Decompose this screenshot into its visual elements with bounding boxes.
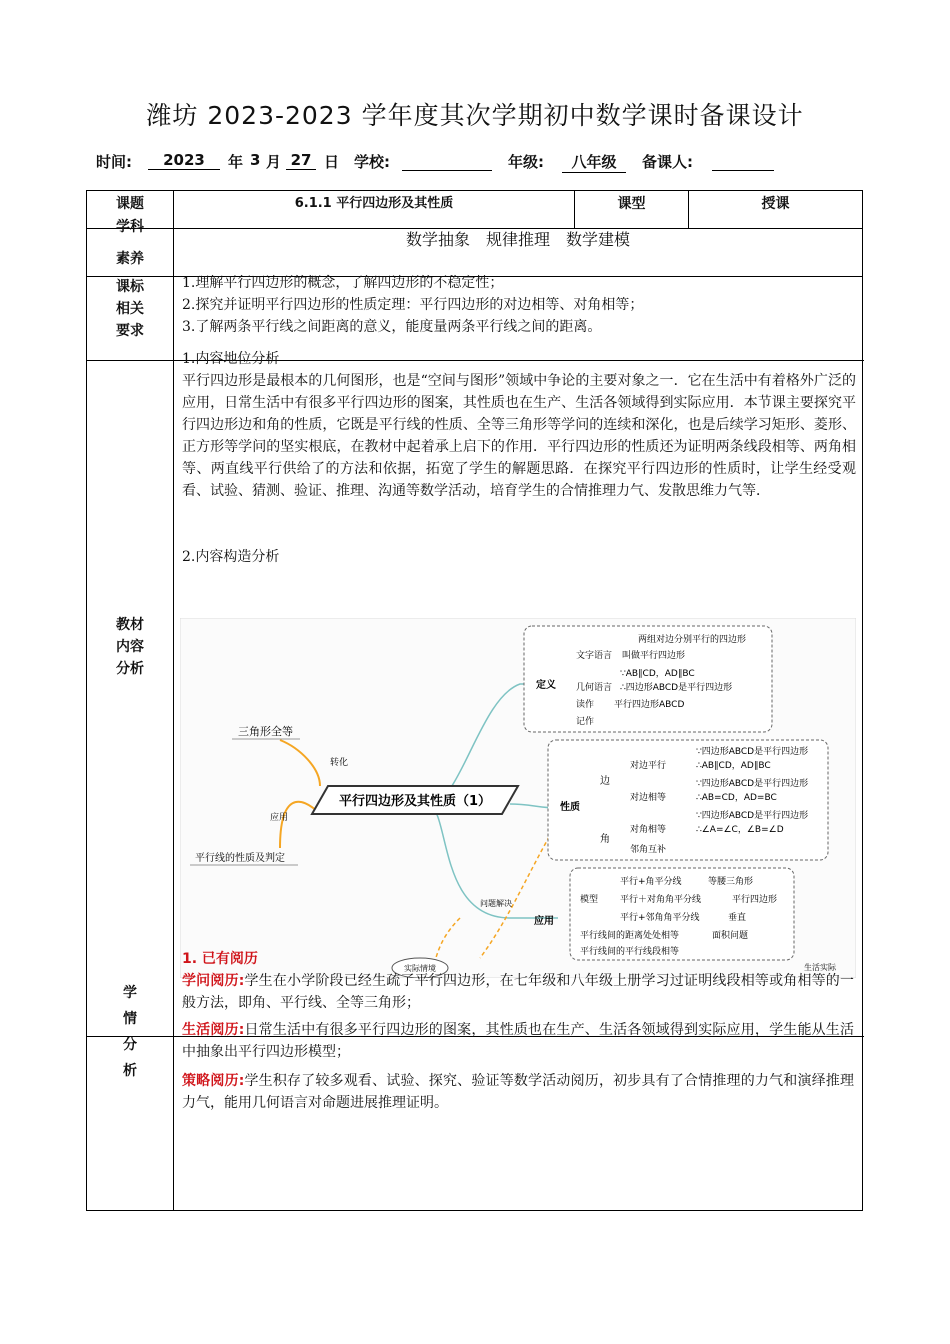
school-blank bbox=[402, 170, 492, 171]
mind-map-node: 对边平行 bbox=[630, 761, 667, 771]
mind-map-node: 角 bbox=[600, 834, 610, 845]
mind-map-node: 平行线的性质及判定 bbox=[195, 853, 285, 864]
standard-item: 1.理解平行四边形的概念，了解四边形的不稳定性； bbox=[182, 275, 504, 291]
strategy-label: 策略阅历: bbox=[182, 1073, 245, 1089]
school-label: 学校: bbox=[354, 153, 390, 171]
mind-map-node: 平行+邻角角平分线 bbox=[620, 913, 700, 923]
standard-label-1: 课标 bbox=[116, 279, 144, 295]
mind-map-node: 平行+角平分线 bbox=[620, 877, 682, 887]
literacy-label-2: 素养 bbox=[116, 251, 144, 267]
student-label-1: 学 bbox=[123, 985, 137, 1001]
mind-map-link: 转化 bbox=[330, 758, 349, 768]
mind-map-node: 叫做平行四边形 bbox=[622, 651, 686, 661]
student-label-4: 析 bbox=[123, 1063, 137, 1079]
life-text: 日常生活中有很多平行四边形的图案，其性质也在生产、生活各领域得到实际应用，学生能从生活中抽象出平行四边形模型； bbox=[182, 1022, 854, 1060]
mind-map-node: 平行线间的距离处处相等 bbox=[580, 931, 680, 941]
preparer-blank bbox=[712, 170, 774, 171]
day-suffix: 日 bbox=[324, 153, 340, 171]
student-label-2: 情 bbox=[123, 1011, 137, 1027]
mind-map-node: 平行四边形ABCD bbox=[614, 700, 685, 710]
mind-map-node: ∴AB∥CD，AD∥BC bbox=[696, 761, 771, 771]
student-label-3: 分 bbox=[123, 1037, 137, 1053]
mind-map-node: ∵四边形ABCD是平行四边形 bbox=[696, 811, 809, 821]
type-value: 授课 bbox=[761, 196, 790, 212]
mind-map bbox=[180, 618, 856, 978]
content-paragraph: 平行四边形是最根本的几何图形，也是“空间与图形”领域中争论的主要对象之一．它在生活中有着格外广泛的应用，日常生活中有很多平行四边形的图案，其性质也在生产、生活各领域得到实际应用．本节课主要探究平行四边形边和角的性质，它既是平行线的性质、全等三角形等学问的连续和深化，也是后续学习矩形、菱形、正方形等学问的坚实根底，在教材中起着承上启下的作用．平行四边形的性质还为证明两条线段相等、两角相等、两直线平行供给了的方法和依据，拓宽了学生的解题思路．在探究平行四边形的性质时，让学生经受观看、试验、猜测、验证、推理、沟通等数学活动，培育学生的合情推理力气、发散思维力气等． bbox=[182, 373, 856, 499]
strategy-text: 学生积存了较多观看、试验、探究、验证等数学活动阅历，初步具有了合情推理的力气和演绎推理力气，能用几何语言对命题进展推理证明。 bbox=[182, 1073, 854, 1111]
mind-map-node: 两组对边分别平行的四边形 bbox=[638, 635, 747, 645]
mind-map-node: 垂直 bbox=[728, 913, 747, 923]
student-heading: 1. 已有阅历 bbox=[182, 951, 258, 967]
mind-map-link: 问题解决 bbox=[480, 899, 512, 908]
mind-map-center bbox=[312, 786, 518, 814]
life-label: 生活阅历: bbox=[182, 1022, 245, 1038]
month-value: 3 bbox=[250, 151, 261, 169]
svg-text:平行四边形及其性质（1）: 平行四边形及其性质（1） bbox=[338, 794, 492, 809]
month-suffix: 月 bbox=[266, 153, 282, 171]
content-heading-structure: 2.内容构造分析 bbox=[182, 549, 280, 565]
year-value: 2023 bbox=[148, 151, 220, 170]
knowledge-label: 学问阅历: bbox=[182, 973, 245, 989]
topic-label: 课题 bbox=[116, 196, 144, 212]
mind-map-node: 读作 bbox=[576, 700, 595, 710]
content-label-1: 教材 bbox=[116, 617, 144, 633]
page-title: 潍坊 2023-2023 学年度其次学期初中数学课时备课设计 bbox=[146, 101, 804, 130]
mind-map-node: 平行线间的平行线段相等 bbox=[580, 947, 680, 957]
mind-map-node: 邻角互补 bbox=[630, 845, 667, 855]
content-label-2: 内容 bbox=[116, 639, 144, 655]
time-label: 时间: bbox=[96, 153, 132, 171]
mind-map-node: 等腰三角形 bbox=[708, 877, 754, 887]
mind-map-node: ∴∠A=∠C，∠B=∠D bbox=[696, 825, 784, 835]
grade-value: 八年级 bbox=[562, 151, 626, 173]
mind-map-node: 几何语言 bbox=[576, 683, 613, 693]
knowledge-text: 学生在小学阶段已经生疏了平行四边形，在七年级和八年级上册学习过证明线段相等或角相等的一般方法，即角、平行线、全等三角形； bbox=[182, 973, 854, 1011]
mind-map-node: ∵AB∥CD，AD∥BC bbox=[620, 669, 695, 679]
day-value: 27 bbox=[286, 151, 316, 170]
type-label: 课型 bbox=[617, 196, 646, 212]
mind-map-node: ∴四边形ABCD是平行四边形 bbox=[620, 683, 733, 693]
mind-map-node: 实际情境 bbox=[404, 964, 436, 973]
literacy-label-1: 学科 bbox=[116, 219, 144, 235]
mind-map-node: 三角形全等 bbox=[238, 725, 293, 738]
mind-map-node: 平行四边形 bbox=[732, 895, 778, 905]
mind-map-node: 模型 bbox=[580, 895, 599, 905]
topic-value: 6.1.1 平行四边形及其性质 bbox=[294, 196, 454, 211]
preparer-label: 备课人: bbox=[642, 153, 693, 171]
mind-map-node: 对边相等 bbox=[630, 793, 667, 803]
mind-map-node: 平行＋对角角平分线 bbox=[620, 895, 702, 905]
mind-map-node: 记作 bbox=[576, 717, 595, 727]
standard-label-3: 要求 bbox=[116, 323, 144, 339]
standard-item: 2.探究并证明平行四边形的性质定理：平行四边形的对边相等、对角相等； bbox=[182, 297, 644, 313]
standard-item: 3.了解两条平行线之间距离的意义，能度量两条平行线之间的距离。 bbox=[182, 319, 602, 335]
mind-map-node: 性质 bbox=[560, 802, 580, 813]
mind-map-node: 文字语言 bbox=[576, 651, 613, 661]
content-heading-position: 1.内容地位分析 bbox=[182, 351, 280, 367]
year-suffix: 年 bbox=[228, 153, 244, 171]
mind-map-node: 生活实际 bbox=[804, 963, 836, 972]
mind-map-node: ∵四边形ABCD是平行四边形 bbox=[696, 747, 809, 757]
mind-map-node: ∵四边形ABCD是平行四边形 bbox=[696, 779, 809, 789]
mind-map-node: 定义 bbox=[536, 680, 556, 691]
mind-map-node: 对角相等 bbox=[630, 825, 667, 835]
standard-label-2: 相关 bbox=[116, 301, 144, 317]
literacy-value: 数学抽象 规律推理 数学建模 bbox=[405, 230, 630, 249]
mind-map-node: 应用 bbox=[534, 916, 554, 927]
content-label-3: 分析 bbox=[116, 661, 144, 677]
mind-map-link: 应用 bbox=[270, 813, 289, 823]
life-experience bbox=[182, 1019, 854, 1063]
mind-map-node: ∴AB=CD，AD=BC bbox=[696, 793, 777, 803]
strategy-experience bbox=[182, 1070, 854, 1114]
grade-label: 年级: bbox=[508, 153, 544, 171]
mind-map-node: 边 bbox=[600, 776, 610, 787]
knowledge-experience bbox=[182, 970, 854, 1014]
mind-map-node: 面积问题 bbox=[712, 931, 749, 941]
